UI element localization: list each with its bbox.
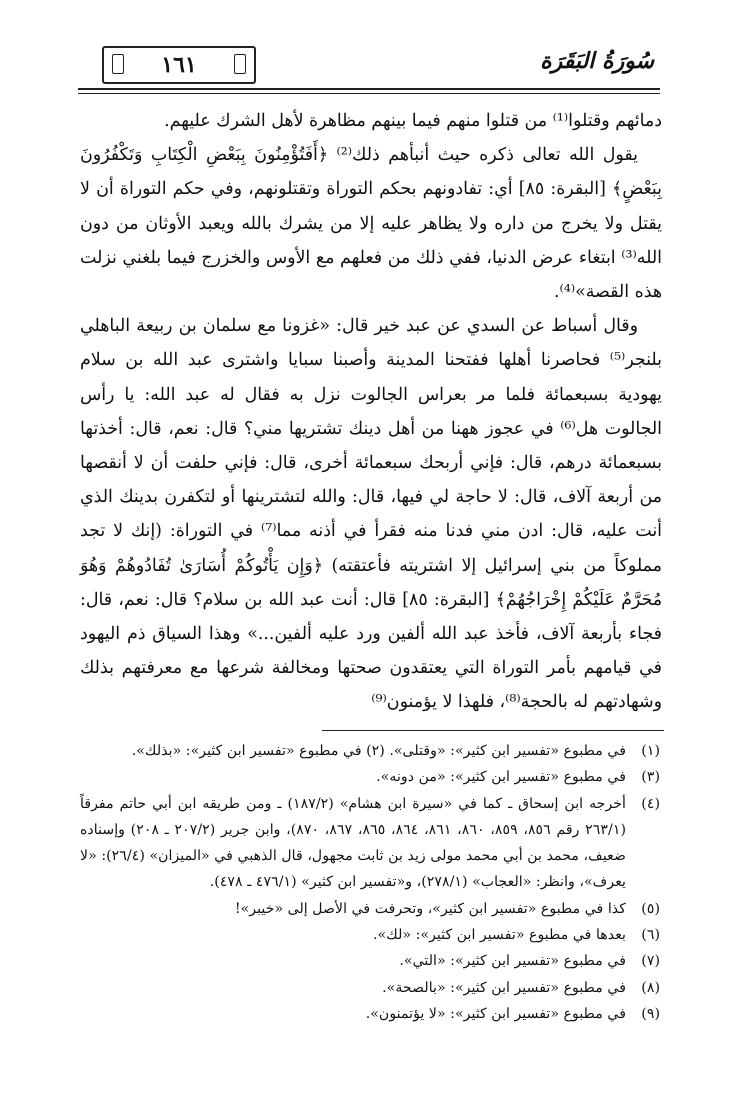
paragraph: دمائهم وقتلوا⁽¹⁾ من قتلوا منهم فيما بينهم مظاهرة لأهل الشرك عليهم.: [164, 111, 662, 131]
footnote: [80, 922, 660, 948]
paragraph: يقول الله تعالى ذكره حيث أنبأهم ذلك⁽²⁾ ﴿أَفَتُؤْمِنُونَ بِبَعْضِ الْكِتَابِ وَتَكْفُرُونَ بِبَعْضٍ﴾ [البقرة: ٨٥] أي: تفادونهم بحكم التوراة وتقتلونهم، وفي حكم التوراة أن لا يقتل ولا يخرج من داره ولا يظاهر عليه إلا من يشرك بالله ويعبد الأوثان من دون الله⁽³⁾ ابتغاء عرض الدنيا، ففي ذلك من فعلهم مع الأوس والخزرج فيما بلغني نزلت هذه القصة»⁽⁴⁾.: [80, 145, 662, 303]
footnote-number: (٧): [641, 953, 660, 970]
footnote-text: بعدها في مطبوع «تفسير ابن كثير»: «لك».: [372, 927, 626, 944]
footnote: [80, 948, 660, 974]
footnote-text: في مطبوع «تفسير ابن كثير»: «من دونه».: [376, 769, 626, 786]
footnote-number: (٣): [641, 769, 660, 786]
footnote-number: (٦): [641, 927, 660, 944]
footnote-number: (١): [641, 743, 660, 759]
footnote-number: (٥): [641, 900, 660, 917]
footnote-number: (٩): [641, 1005, 660, 1022]
page-number-frame: [102, 46, 256, 84]
footnote: [80, 1001, 660, 1027]
footnote: [80, 896, 660, 922]
footnote-number: (٤): [641, 795, 660, 812]
footnote-text: كذا في مطبوع «تفسير ابن كثير»، وتحرفت في الأصل إلى «خيبر»!: [234, 900, 626, 917]
footnote-text: أخرجه ابن إسحاق ـ كما في «سيرة ابن هشام» (١٨٧/٢) ـ ومن طريقه ابن أبي حاتم مفرقاً (٢٦٣/١ رقم ٨٥٦، ٨٥٩، ٨٦٠، ٨٦١، ٨٦٤، ٨٦٥، ٨٦٧، ٨٧٠)، وابن جرير (٢٠٧/٢ ـ ٢٠٨) وإسناده ضعيف، محمد بن أبي محمد مولى زيد بن ثابت مجهول، قال الذهبي في «الميزان» (٢٦/٤): «لا يعرف»، وانظر: «العجاب» (٢٧٨/١)، و«تفسير ابن كثير» (٤٧٦/١ ـ ٤٧٨).: [80, 795, 626, 891]
footnotes: [80, 738, 660, 1027]
page-header: [78, 36, 660, 96]
footnote: [80, 975, 660, 1001]
main-text: [80, 104, 662, 720]
page-number: ١٦١: [161, 52, 197, 78]
footnote-divider: [322, 730, 664, 731]
paragraph: وقال أسباط عن السدي عن عبد خير قال: «غزونا مع سلمان بن ربيعة الباهلي بلنجر⁽⁵⁾ فحاصرنا أهلها ففتحنا المدينة وأصبنا سبايا واشترى عبد الله بن سلام يهودية بسبعمائة فلما مر بعراس الجالوت نزل به فقال له عبد الله: يا رأس الجالوت هل⁽⁶⁾ في عجوز ههنا من أهل دينك تشتريها مني؟ قال: نعم، قال: أخذتها بسبعمائة درهم، قال: فإني أربحك سبعمائة أخرى، قال: فإني حلفت أن لا أنقصها من أربعة آلاف، قال: لا حاجة لي فيها، قال: والله لتشترينها أو لتكفرن بدينك الذي أنت عليه، قال: ادن مني فدنا منه فقرأ في أذنه مما⁽⁷⁾ في التوراة: (إنك لا تجد مملوكاً من بني إسرائيل إلا اشتريته فأعتقته) ﴿وَإِن يَأْتُوكُمْ أُسَارَىٰ تُفَادُوهُمْ وَهُوَ مُحَرَّمٌ عَلَيْكُمْ إِخْرَاجُهُمْ﴾ [البقرة: ٨٥] قال: أنت عبد الله بن سلام؟ قال: نعم، قال: فجاء بأربعة آلاف، فأخذ عبد الله ألفين ورد عليه ألفين...» وهذا السياق ذم اليهود في قيامهم بأمر التوراة التي يعتقدون صحتها ومخالفة شرعها مع معرفتهم بذلك وشهادتهم له بالحجة⁽⁸⁾، فلهذا لا يؤمنون⁽⁹⁾: [80, 316, 663, 713]
footnote: [80, 738, 660, 764]
footnote-number: (٨): [641, 979, 660, 996]
footnote-text: في مطبوع «تفسير ابن كثير»: «التي».: [399, 953, 626, 970]
footnote: [80, 791, 660, 896]
surah-title: سُورَةُ البَقَرَة: [540, 48, 654, 74]
header-rule: [78, 88, 660, 90]
footnote-text: في مطبوع «تفسير ابن كثير»: «بالصحة».: [382, 979, 626, 996]
footnote-text: في مطبوع «تفسير ابن كثير»: «لا يؤتمنون».: [365, 1005, 626, 1022]
footnote-text: في مطبوع «تفسير ابن كثير»: «وقتلى». (٢) في مطبوع «تفسير ابن كثير»: «بذلك».: [131, 743, 626, 759]
footnote: [80, 764, 660, 790]
header-rule-thin: [78, 93, 660, 94]
